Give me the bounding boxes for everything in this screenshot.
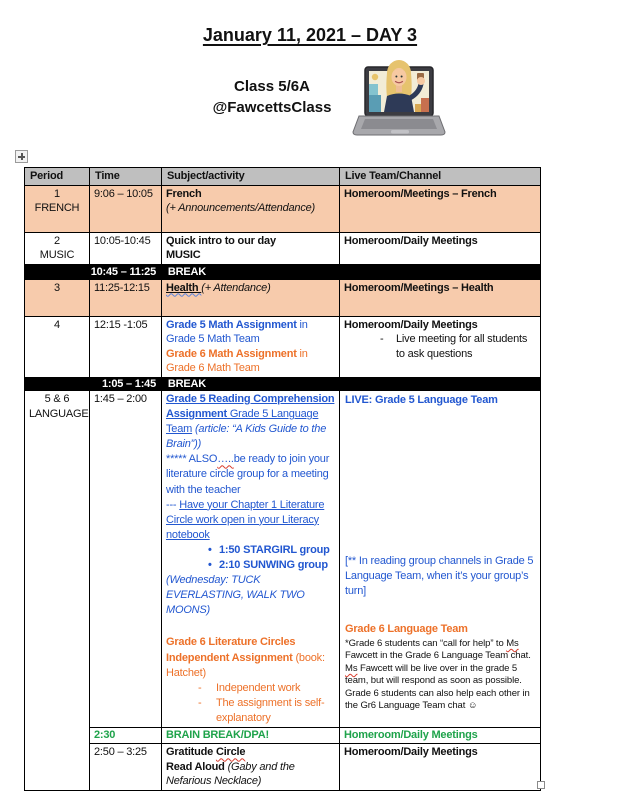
grade6-language-team-label: Grade 6 Language Team [345, 623, 468, 635]
schedule-table [24, 167, 541, 791]
table-row-math [25, 316, 541, 377]
cell-period-french: 1 FRENCH [25, 185, 90, 232]
class-name: Class 5/6A [234, 78, 310, 95]
page-title: January 11, 2021 – DAY 3 [202, 25, 418, 45]
break-1-time: 10:45 – 11:25 [90, 265, 156, 278]
sunwing-group-item: • 2:10 SUNWING group [208, 559, 328, 572]
table-row-french [25, 185, 541, 232]
cell-subject-language: Grade 5 Reading Comprehension Assignment Grade 5 Language Team (article: “A Kids Guide to the Brain”)) ***** ALSO…..be ready to join your literature circle group for a meeting with the teacher --- Have your Chapter 1 Literature Circle work open in your Literacy notebook • 1:50 STARGIRL group • 2:10 SUNWING group (Wednesday: TUCK EVERLASTING, WALK TWO MOONS) Grade 6 Literature Circles Independent Assignment (book: Hatchet) - Independent work - The assignment is self-explanatory [162, 391, 340, 728]
table-resize-handle[interactable] [537, 781, 545, 789]
cell-time-language: 1:45 – 2:00 [90, 391, 162, 728]
cell-time-math: 12:15 -1:05 [90, 316, 162, 377]
cell-time-music: 10:05-10:45 [90, 232, 162, 264]
grade6-math-link[interactable]: Grade 6 Math Assignment [166, 347, 297, 360]
table-row-brain-break [25, 727, 541, 744]
table-header-row [25, 168, 541, 186]
col-header-subject: Subject/activity [162, 168, 340, 186]
cell-time-health: 11:25-12:15 [90, 279, 162, 316]
cell-subject-brain-break: BRAIN BREAK/DPA! [162, 727, 340, 744]
cell-live-health: Homeroom/Meetings – Health [340, 279, 541, 316]
cell-time-french: 9:06 – 10:05 [90, 185, 162, 232]
table-row-language [25, 391, 541, 728]
cell-live-brain-break: Homeroom/Daily Meetings [340, 727, 541, 744]
grade6-help-note: *Grade 6 students can “call for help” to Ms Fawcett in the Grade 6 Language Team chat. Ms Fawcett will be live over in the grade 5 team, but will respond as soon as possible. Grade 6 students can also help each other in the Gr6 Language Team chat ☺ [345, 638, 531, 712]
cell-live-french: Homeroom/Meetings – French [340, 185, 541, 232]
break-bar-1-cell [25, 264, 541, 279]
cell-period-health: 3 [25, 279, 90, 316]
cell-live-gratitude: Homeroom/Daily Meetings [340, 744, 541, 791]
cell-subject-gratitude: Gratitude Circle Read Aloud (Gaby and the Nefarious Necklace) [162, 744, 340, 791]
cell-subject-music: Quick intro to our day MUSIC [162, 232, 340, 264]
grade5-language-team-link[interactable]: Grade 5 Language Team [166, 408, 319, 436]
teacher-bitmoji-image [350, 58, 448, 147]
table-row-health [25, 279, 541, 316]
break-bar-2-cell [25, 377, 541, 391]
col-header-live-team: Live Team/Channel [340, 168, 541, 186]
table-row-gratitude [25, 744, 541, 791]
cell-time-gratitude: 2:50 – 3:25 [90, 744, 162, 791]
cell-subject-health: Health (+ Attendance) [162, 279, 340, 316]
cell-live-math: Homeroom/Daily Meetings - Live meeting for all students to ask questions [340, 316, 541, 377]
stargirl-group-item: • 1:50 STARGIRL group [208, 543, 330, 556]
break-2-time: 1:05 – 1:45 [101, 377, 156, 390]
cell-period-music: 2 MUSIC [25, 232, 90, 264]
break-bar-2 [25, 377, 541, 391]
table-row-music [25, 232, 541, 264]
health-link[interactable]: Health [166, 281, 202, 294]
cell-live-music: Homeroom/Daily Meetings [340, 232, 541, 264]
cell-period-math: 4 [25, 316, 90, 377]
reading-group-note: [** In reading group channels in Grade 5 Language Team, when it’s your group’s turn] [345, 555, 534, 597]
col-header-period: Period [25, 168, 90, 186]
class-handle: @FawcettsClass [212, 99, 332, 116]
live-grade5-team-label: LIVE: Grade 5 Language Team [345, 394, 498, 406]
break-1-label: BREAK [167, 265, 206, 278]
cell-live-language [340, 391, 541, 728]
cell-subject-math: Grade 5 Math Assignment in Grade 5 Math Team Grade 6 Math Assignment in Grade 6 Math Team [162, 316, 340, 377]
cell-time-brain-break: 2:30 [90, 727, 162, 744]
grade6-lit-circles-label: Grade 6 Literature Circles Independent Assignment [166, 636, 296, 664]
break-2-label: BREAK [167, 377, 206, 390]
table-move-handle-icon[interactable] [15, 150, 28, 163]
col-header-time: Time [90, 168, 162, 186]
cell-subject-french: French (+ Announcements/Attendance) [162, 185, 340, 232]
break-bar-1 [25, 264, 541, 279]
chapter1-literature-link[interactable]: Have your Chapter 1 Literature Circle work open in your Literacy notebook [166, 498, 325, 541]
grade5-reading-assignment-link[interactable]: Grade 5 Reading Comprehension Assignment [166, 393, 335, 421]
grade5-math-link[interactable]: Grade 5 Math Assignment [166, 318, 297, 331]
cell-period-language: 5 & 6 LANGUAGE [25, 391, 90, 791]
